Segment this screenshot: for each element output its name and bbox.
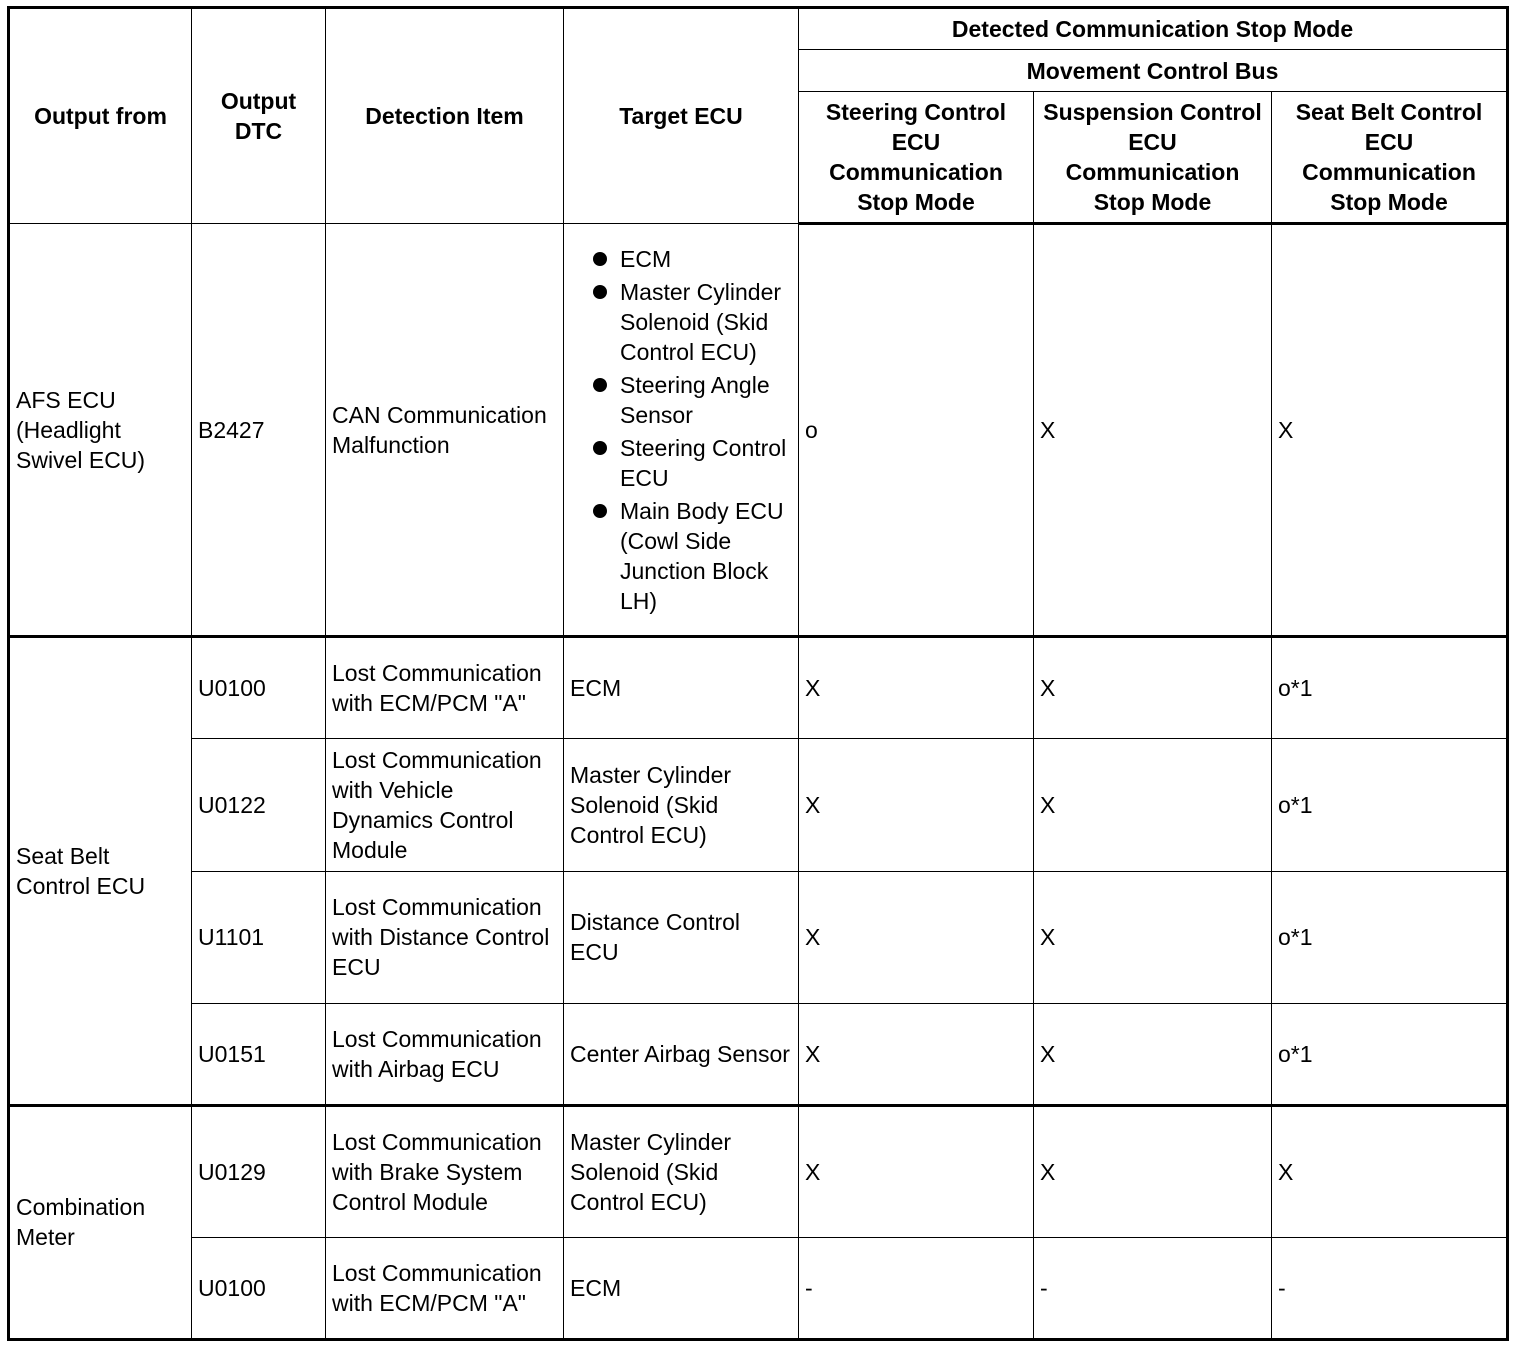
suspension-cell: X	[1034, 871, 1272, 1003]
list-item: Master Cylinder Solenoid (Skid Control ECU)	[570, 277, 792, 367]
seatbelt-cell: X	[1272, 224, 1508, 637]
dtc-cell: U0151	[192, 1003, 326, 1105]
seatbelt-cell: o*1	[1272, 1003, 1508, 1105]
target-cell	[564, 224, 799, 637]
suspension-cell: -	[1034, 1237, 1272, 1339]
header-target-ecu: Target ECU	[564, 8, 799, 224]
list-item: Steering Angle Sensor	[570, 370, 792, 430]
header-steering-mode: Steering Control ECU Communication Stop Mode	[799, 92, 1034, 224]
target-cell: Master Cylinder Solenoid (Skid Control ECU)	[564, 739, 799, 871]
dtc-cell: U1101	[192, 871, 326, 1003]
dtc-cell: U0100	[192, 637, 326, 739]
bullet-icon	[593, 504, 607, 518]
bullet-icon	[593, 285, 607, 299]
suspension-cell: X	[1034, 224, 1272, 637]
suspension-cell: X	[1034, 739, 1272, 871]
steering-cell: X	[799, 739, 1034, 871]
suspension-cell: X	[1034, 1105, 1272, 1237]
steering-cell: X	[799, 1003, 1034, 1105]
table-row	[9, 1237, 1508, 1339]
table-row	[9, 637, 1508, 739]
seatbelt-cell: o*1	[1272, 871, 1508, 1003]
list-item: Steering Control ECU	[570, 433, 792, 493]
seatbelt-cell: o*1	[1272, 739, 1508, 871]
detection-cell: CAN Communication Malfunction	[326, 224, 564, 637]
seatbelt-cell: o*1	[1272, 637, 1508, 739]
seatbelt-cell: -	[1272, 1237, 1508, 1339]
bullet-icon	[593, 441, 607, 455]
dtc-table	[7, 6, 1509, 1341]
target-cell: ECM	[564, 1237, 799, 1339]
target-list	[570, 244, 792, 616]
output-from-cell: Seat Belt Control ECU	[9, 637, 192, 1105]
steering-cell: o	[799, 224, 1034, 637]
detection-cell: Lost Communication with Brake System Control Module	[326, 1105, 564, 1237]
detection-cell: Lost Communication with Distance Control ECU	[326, 871, 564, 1003]
table-row	[9, 871, 1508, 1003]
detection-cell: Lost Communication with Airbag ECU	[326, 1003, 564, 1105]
steering-cell: -	[799, 1237, 1034, 1339]
output-from-cell: Combination Meter	[9, 1105, 192, 1339]
table-row	[9, 739, 1508, 871]
dtc-cell: U0129	[192, 1105, 326, 1237]
table-row	[9, 224, 1508, 637]
header-seatbelt-mode: Seat Belt Control ECU Communication Stop Mode	[1272, 92, 1508, 224]
suspension-cell: X	[1034, 1003, 1272, 1105]
steering-cell: X	[799, 1105, 1034, 1237]
list-item: Main Body ECU (Cowl Side Junction Block LH)	[570, 496, 792, 616]
list-item: ECM	[570, 244, 792, 274]
header-output-from: Output from	[9, 8, 192, 224]
dtc-cell: U0100	[192, 1237, 326, 1339]
detection-cell: Lost Communication with Vehicle Dynamics Control Module	[326, 739, 564, 871]
detection-cell: Lost Communication with ECM/PCM "A"	[326, 637, 564, 739]
target-cell: Center Airbag Sensor	[564, 1003, 799, 1105]
table-row	[9, 1003, 1508, 1105]
table-row	[9, 1105, 1508, 1237]
bullet-icon	[593, 252, 607, 266]
detection-cell: Lost Communication with ECM/PCM "A"	[326, 1237, 564, 1339]
header-detection-item: Detection Item	[326, 8, 564, 224]
seatbelt-cell: X	[1272, 1105, 1508, 1237]
dtc-cell: U0122	[192, 739, 326, 871]
target-cell: Distance Control ECU	[564, 871, 799, 1003]
suspension-cell: X	[1034, 637, 1272, 739]
bullet-icon	[593, 378, 607, 392]
header-output-dtc: Output DTC	[192, 8, 326, 224]
target-cell: ECM	[564, 637, 799, 739]
dtc-cell: B2427	[192, 224, 326, 637]
output-from-cell: AFS ECU (Headlight Swivel ECU)	[9, 224, 192, 637]
steering-cell: X	[799, 637, 1034, 739]
header-detected-mode: Detected Communication Stop Mode	[799, 8, 1508, 50]
header-suspension-mode: Suspension Control ECU Communication Stop Mode	[1034, 92, 1272, 224]
target-cell: Master Cylinder Solenoid (Skid Control ECU)	[564, 1105, 799, 1237]
steering-cell: X	[799, 871, 1034, 1003]
header-bus: Movement Control Bus	[799, 50, 1508, 92]
